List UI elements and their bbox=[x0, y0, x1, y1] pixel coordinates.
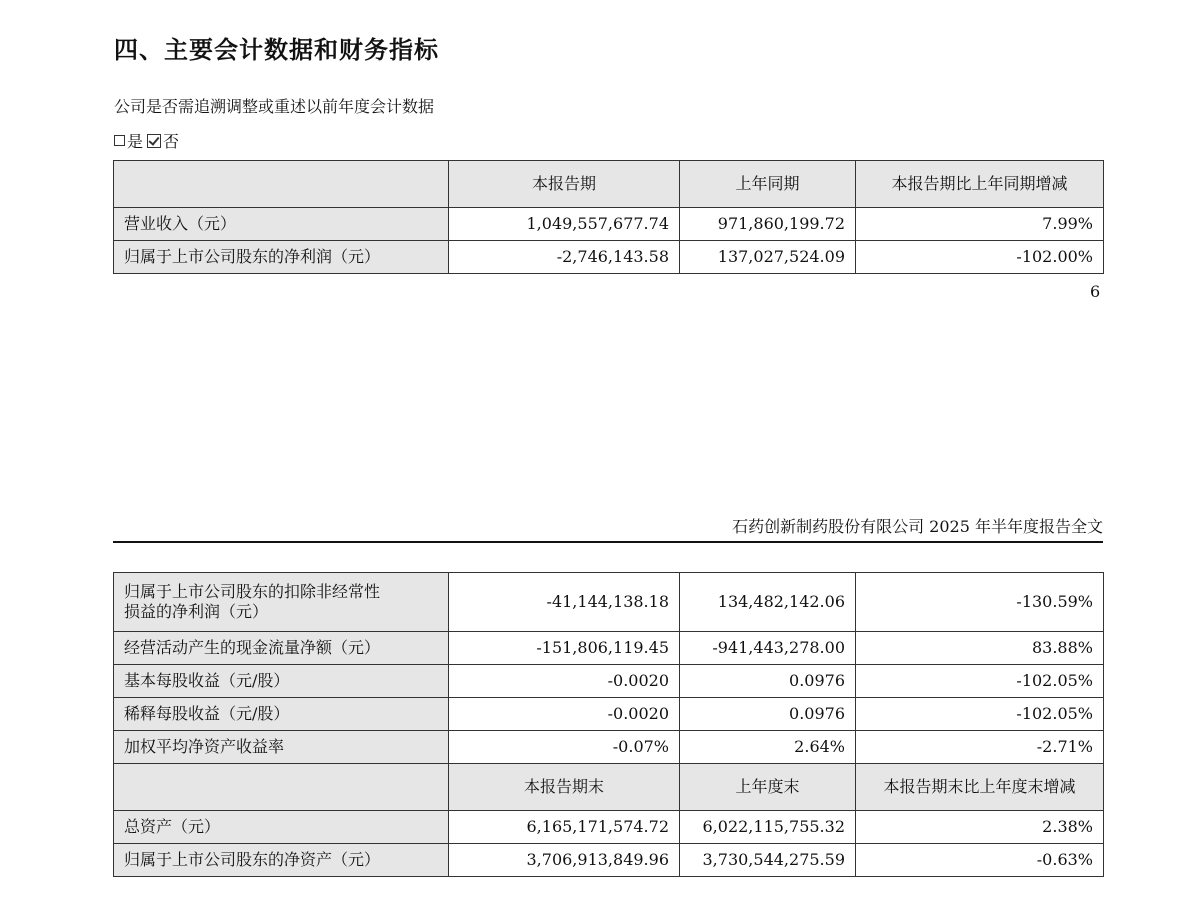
financial-table-1 bbox=[113, 160, 1104, 274]
page-number: 6 bbox=[1090, 282, 1101, 301]
checked-box-icon bbox=[147, 134, 161, 148]
yes-label: 是 bbox=[127, 132, 144, 151]
change-value: -0.63% bbox=[856, 844, 1104, 877]
current-value: -41,144,138.18 bbox=[449, 573, 680, 632]
page-header: 石药创新制药股份有限公司 2025 年半年度报告全文 bbox=[732, 517, 1103, 536]
unchecked-box-icon bbox=[114, 135, 125, 146]
header-empty-cell bbox=[114, 161, 449, 208]
section-title: 四、主要会计数据和财务指标 bbox=[114, 36, 439, 64]
restatement-answer bbox=[114, 129, 179, 152]
current-value: -0.07% bbox=[449, 731, 680, 764]
header-current: 本报告期 bbox=[449, 161, 680, 208]
header-change: 本报告期比上年同期增减 bbox=[856, 161, 1104, 208]
prior-value: -941,443,278.00 bbox=[680, 632, 856, 665]
table-row bbox=[114, 811, 1104, 844]
change-value: -2.71% bbox=[856, 731, 1104, 764]
row-label: 归属于上市公司股东的净利润（元） bbox=[114, 241, 449, 274]
header-empty-cell bbox=[114, 764, 449, 811]
row-label: 归属于上市公司股东的扣除非经常性 损益的净利润（元） bbox=[114, 573, 449, 632]
row-label: 稀释每股收益（元/股） bbox=[114, 698, 449, 731]
current-value: -151,806,119.45 bbox=[449, 632, 680, 665]
header-prior: 上年同期 bbox=[680, 161, 856, 208]
prior-value: 0.0976 bbox=[680, 665, 856, 698]
current-value: -2,746,143.58 bbox=[449, 241, 680, 274]
row-label: 总资产（元） bbox=[114, 811, 449, 844]
row-label: 加权平均净资产收益率 bbox=[114, 731, 449, 764]
no-label: 否 bbox=[163, 132, 180, 151]
row-label: 归属于上市公司股东的净资产（元） bbox=[114, 844, 449, 877]
table-row bbox=[114, 573, 1104, 632]
current-value: 3,706,913,849.96 bbox=[449, 844, 680, 877]
table-row bbox=[114, 665, 1104, 698]
change-value: -102.00% bbox=[856, 241, 1104, 274]
prior-value: 2.64% bbox=[680, 731, 856, 764]
current-value: 1,049,557,677.74 bbox=[449, 208, 680, 241]
row-label: 营业收入（元） bbox=[114, 208, 449, 241]
current-value: -0.0020 bbox=[449, 698, 680, 731]
table-row bbox=[114, 698, 1104, 731]
row-label: 基本每股收益（元/股） bbox=[114, 665, 449, 698]
prior-value: 971,860,199.72 bbox=[680, 208, 856, 241]
change-value: -102.05% bbox=[856, 698, 1104, 731]
change-value: -130.59% bbox=[856, 573, 1104, 632]
header-current: 本报告期末 bbox=[449, 764, 680, 811]
restatement-question: 公司是否需追溯调整或重述以前年度会计数据 bbox=[114, 97, 435, 116]
prior-value: 134,482,142.06 bbox=[680, 573, 856, 632]
header-divider bbox=[113, 541, 1103, 543]
change-value: 83.88% bbox=[856, 632, 1104, 665]
table-row bbox=[114, 731, 1104, 764]
current-value: 6,165,171,574.72 bbox=[449, 811, 680, 844]
prior-value: 0.0976 bbox=[680, 698, 856, 731]
header-prior: 上年度末 bbox=[680, 764, 856, 811]
prior-value: 137,027,524.09 bbox=[680, 241, 856, 274]
table-row bbox=[114, 844, 1104, 877]
table-row bbox=[114, 241, 1104, 274]
row-label: 经营活动产生的现金流量净额（元） bbox=[114, 632, 449, 665]
prior-value: 6,022,115,755.32 bbox=[680, 811, 856, 844]
financial-table-2 bbox=[113, 572, 1104, 877]
table-header-row bbox=[114, 161, 1104, 208]
prior-value: 3,730,544,275.59 bbox=[680, 844, 856, 877]
change-value: 7.99% bbox=[856, 208, 1104, 241]
header-change: 本报告期末比上年度末增减 bbox=[856, 764, 1104, 811]
table-header-row bbox=[114, 764, 1104, 811]
current-value: -0.0020 bbox=[449, 665, 680, 698]
table-row bbox=[114, 632, 1104, 665]
table-row bbox=[114, 208, 1104, 241]
change-value: -102.05% bbox=[856, 665, 1104, 698]
change-value: 2.38% bbox=[856, 811, 1104, 844]
